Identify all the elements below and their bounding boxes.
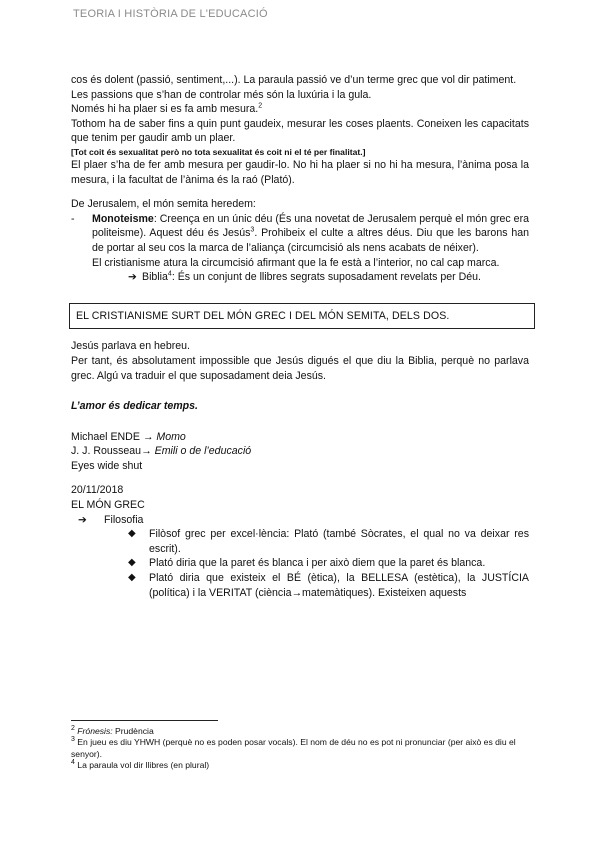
document-body bbox=[71, 73, 529, 600]
footnote: $^3$ En jueu es diu YHWH (perquè no es poden posar vocals). El nom de déu no es pot ni pronunciar (per això es diu el senyor). bbox=[71, 736, 516, 759]
highlight-box: EL CRISTIANISME SURT DEL MÓN GREC I DEL MÓN SEMITA, DELS DOS. bbox=[69, 303, 535, 330]
section-heading: EL MÓN GREC bbox=[71, 499, 145, 512]
list-text: Plató diria que existeix el BÉ (ètica), la BELLESA (estètica), la JUSTÍCIA (política) i la VERITAT (ciència→matemàtiques). Existeixen aquests bbox=[149, 572, 529, 599]
footnotes bbox=[71, 726, 531, 772]
arrow-icon: ➔ bbox=[78, 513, 87, 526]
list-item-monoteisme bbox=[71, 212, 529, 270]
list-text: Monoteisme: Creença en un únic déu (És una novetat de Jerusalem perquè el món grec era politeisme). Aquest déu és Jesús$^3$. Prohibeix el culte a altres déus. Diu que les barons han de portar al seu cos la marca de l’aliança (circumcisió als nens acabats de néixer). bbox=[92, 212, 530, 254]
paragraph: Per tant, és absolutament impossible que Jesús digués el que diu la Biblia, perquè no parlava grec. Algú va traduir el que suposadament deia Jesús. bbox=[71, 354, 529, 382]
arrow-icon: ➔ bbox=[128, 271, 137, 284]
arrow-icon: → bbox=[141, 445, 152, 458]
footnote: $^2$ Frónesis: Prudència bbox=[71, 725, 154, 736]
paragraph: Jesús parlava en hebreu. bbox=[71, 340, 190, 353]
list-item bbox=[71, 556, 529, 571]
diamond-bullet-icon: ◆ bbox=[128, 528, 136, 540]
reference: Eyes wide shut bbox=[71, 459, 143, 472]
paragraph: Tothom ha de saber fins a quin punt gaudeix, mesurar les coses plaents. Coneixen les capacitats que tenim per gaudir amb un plaer. bbox=[71, 117, 529, 145]
list-item bbox=[71, 527, 529, 556]
paragraph: El plaer s’ha de fer amb mesura per gaudir-lo. No hi ha plaer si no hi ha mesura, l’ànima posa la mesura, i la facultat de l’ànima és la raó (Plató). bbox=[71, 158, 529, 186]
paragraph: Les passions que s’han de controlar més són la luxúria i la gula. bbox=[71, 88, 372, 101]
list-text: Filòsof grec per excel·lència: Plató (també Sòcrates, el qual no va deixar res escrit). bbox=[149, 528, 529, 555]
list-text: Biblia$^4$: És un conjunt de llibres segrats suposadament revelats per Déu. bbox=[142, 270, 481, 284]
list-item-filosofia bbox=[71, 513, 529, 528]
paragraph: cos és dolent (passió, sentiment,...). La paraula passió ve d’un terme grec que vol dir patiment. bbox=[71, 74, 517, 86]
footnote-ref: 4 bbox=[167, 270, 172, 278]
paragraph bbox=[71, 102, 529, 117]
list-item bbox=[71, 571, 529, 600]
footnote-ref: 2 bbox=[258, 102, 263, 110]
date: 20/11/2018 bbox=[71, 484, 124, 497]
list-item-biblia bbox=[71, 270, 529, 285]
paragraph: De Jerusalem, el món semita heredem: bbox=[71, 198, 256, 211]
quote: L’amor és dedicar temps. bbox=[71, 400, 198, 413]
paragraph-text: Només hi ha plaer si es fa amb mesura. bbox=[71, 103, 259, 116]
list-text: Filosofia bbox=[104, 513, 144, 526]
footnote: $^4$ La paraula vol dir llibres (en plural) bbox=[71, 759, 210, 771]
reference: J. J. Rousseau→ Emili o de l’educació bbox=[71, 445, 252, 458]
list-text: Plató diria que la paret és blanca i per això diem que la paret és blanca. bbox=[149, 557, 486, 570]
reference: Michael ENDE → Momo bbox=[71, 430, 186, 443]
dash-bullet: - bbox=[71, 212, 75, 225]
footnote-separator bbox=[71, 720, 218, 721]
term-bold: Monoteisme bbox=[92, 212, 154, 225]
footnote-ref: 3 bbox=[250, 226, 255, 234]
arrow-icon: → bbox=[142, 430, 154, 443]
list-text: El cristianisme atura la circumcisió afirmant que la fe està a l’interior, no cal cap marca. bbox=[92, 256, 500, 269]
page-header: TEORIA I HISTÒRIA DE L'EDUCACIÓ bbox=[73, 8, 268, 20]
diamond-bullet-icon: ◆ bbox=[128, 572, 136, 584]
diamond-bullet-icon: ◆ bbox=[128, 557, 136, 569]
bracket-note: [Tot coit és sexualitat però no tota sexualitat és coit ni el té per finalitat.] bbox=[71, 146, 366, 157]
